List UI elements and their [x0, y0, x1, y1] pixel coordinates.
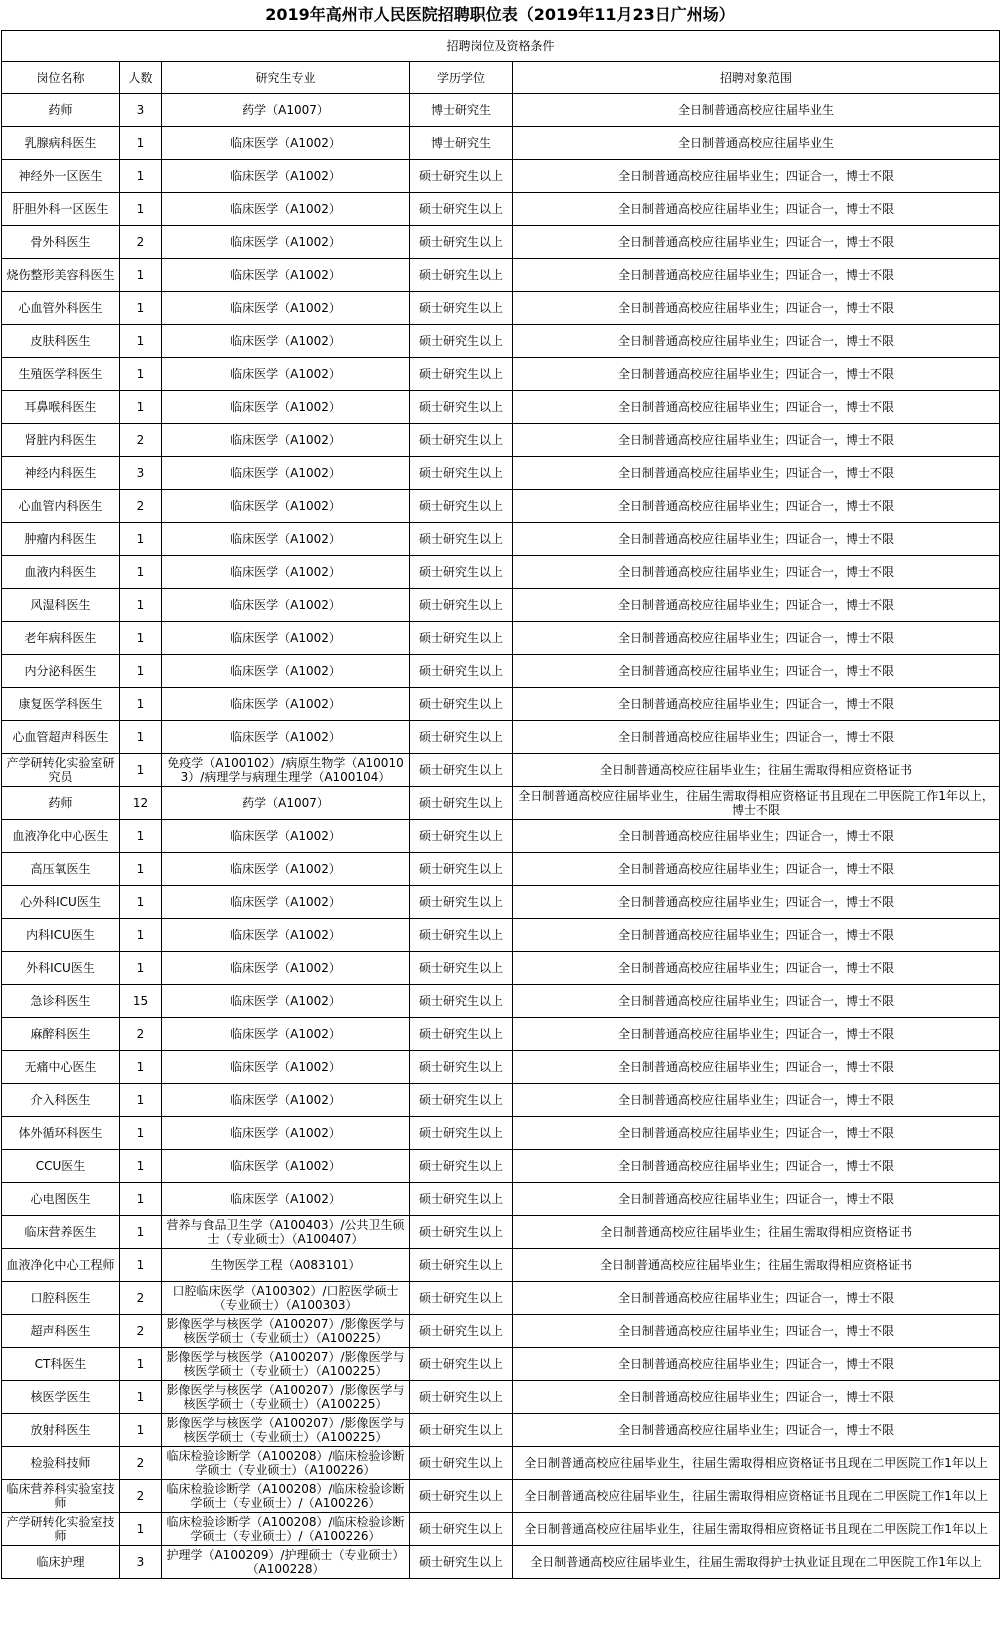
header-scope: 招聘对象范围 — [513, 62, 1000, 94]
scope-cell: 全日制普通高校应往届毕业生；往届生需取得相应资格证书 — [513, 754, 1000, 787]
table-row — [2, 1018, 1000, 1051]
major-cell: 口腔临床医学（A100302）/口腔医学硕士（专业硕士）（A100303） — [162, 1282, 410, 1315]
degree-cell: 硕士研究生以上 — [410, 952, 513, 985]
position-cell: 高压氧医生 — [2, 853, 120, 886]
count-cell: 1 — [120, 160, 162, 193]
degree-cell: 硕士研究生以上 — [410, 1249, 513, 1282]
count-cell: 1 — [120, 523, 162, 556]
table-row — [2, 325, 1000, 358]
position-cell: 心血管外科医生 — [2, 292, 120, 325]
count-cell: 1 — [120, 688, 162, 721]
degree-cell: 硕士研究生以上 — [410, 325, 513, 358]
major-cell: 临床医学（A1002） — [162, 820, 410, 853]
position-cell: 心血管内科医生 — [2, 490, 120, 523]
table-row — [2, 589, 1000, 622]
scope-cell: 全日制普通高校应往届毕业生；往届生需取得相应资格证书 — [513, 1216, 1000, 1249]
table-row — [2, 952, 1000, 985]
count-cell: 2 — [120, 1480, 162, 1513]
position-cell: 产学研转化实验室技师 — [2, 1513, 120, 1546]
table-row — [2, 886, 1000, 919]
position-cell: 皮肤科医生 — [2, 325, 120, 358]
position-cell: 神经内科医生 — [2, 457, 120, 490]
table-row — [2, 259, 1000, 292]
position-cell: 老年病科医生 — [2, 622, 120, 655]
degree-cell: 硕士研究生以上 — [410, 226, 513, 259]
position-cell: CCU医生 — [2, 1150, 120, 1183]
major-cell: 影像医学与核医学（A100207）/影像医学与核医学硕士（专业硕士）（A100225） — [162, 1414, 410, 1447]
header-degree: 学历学位 — [410, 62, 513, 94]
scope-cell: 全日制普通高校应往届毕业生，往届生需取得相应资格证书且现在二甲医院工作1年以上 — [513, 1480, 1000, 1513]
count-cell: 1 — [120, 1249, 162, 1282]
degree-cell: 硕士研究生以上 — [410, 787, 513, 820]
table-row — [2, 193, 1000, 226]
table-row — [2, 1249, 1000, 1282]
scope-cell: 全日制普通高校应往届毕业生，往届生需取得护士执业证且现在二甲医院工作1年以上 — [513, 1546, 1000, 1579]
count-cell: 2 — [120, 490, 162, 523]
position-cell: 介入科医生 — [2, 1084, 120, 1117]
table-row — [2, 1216, 1000, 1249]
scope-cell: 全日制普通高校应往届毕业生，往届生需取得相应资格证书且现在二甲医院工作1年以上 — [513, 1513, 1000, 1546]
section-label: 招聘岗位及资格条件 — [2, 31, 1000, 62]
table-row — [2, 556, 1000, 589]
degree-cell: 硕士研究生以上 — [410, 292, 513, 325]
position-cell: 血液净化中心工程师 — [2, 1249, 120, 1282]
major-cell: 临床医学（A1002） — [162, 1051, 410, 1084]
position-cell: 烧伤整形美容科医生 — [2, 259, 120, 292]
position-cell: 生殖医学科医生 — [2, 358, 120, 391]
scope-cell: 全日制普通高校应往届毕业生；四证合一，博士不限 — [513, 1381, 1000, 1414]
degree-cell: 博士研究生 — [410, 94, 513, 127]
table-body — [2, 94, 1000, 1579]
degree-cell: 硕士研究生以上 — [410, 1183, 513, 1216]
scope-cell: 全日制普通高校应往届毕业生 — [513, 94, 1000, 127]
table-row — [2, 853, 1000, 886]
position-cell: 心血管超声科医生 — [2, 721, 120, 754]
count-cell: 1 — [120, 1381, 162, 1414]
major-cell: 临床医学（A1002） — [162, 292, 410, 325]
degree-cell: 硕士研究生以上 — [410, 391, 513, 424]
count-cell: 2 — [120, 1315, 162, 1348]
position-cell: 内分泌科医生 — [2, 655, 120, 688]
scope-cell: 全日制普通高校应往届毕业生；四证合一，博士不限 — [513, 886, 1000, 919]
major-cell: 临床医学（A1002） — [162, 952, 410, 985]
scope-cell: 全日制普通高校应往届毕业生；四证合一，博士不限 — [513, 1183, 1000, 1216]
major-cell: 临床医学（A1002） — [162, 358, 410, 391]
degree-cell: 硕士研究生以上 — [410, 1117, 513, 1150]
major-cell: 生物医学工程（A083101） — [162, 1249, 410, 1282]
degree-cell: 硕士研究生以上 — [410, 1513, 513, 1546]
position-cell: 肿瘤内科医生 — [2, 523, 120, 556]
count-cell: 1 — [120, 1117, 162, 1150]
count-cell: 3 — [120, 94, 162, 127]
degree-cell: 硕士研究生以上 — [410, 1018, 513, 1051]
major-cell: 临床医学（A1002） — [162, 985, 410, 1018]
major-cell: 临床医学（A1002） — [162, 1150, 410, 1183]
scope-cell: 全日制普通高校应往届毕业生；四证合一，博士不限 — [513, 1315, 1000, 1348]
degree-cell: 硕士研究生以上 — [410, 589, 513, 622]
count-cell: 2 — [120, 1447, 162, 1480]
degree-cell: 硕士研究生以上 — [410, 886, 513, 919]
degree-cell: 硕士研究生以上 — [410, 523, 513, 556]
count-cell: 1 — [120, 820, 162, 853]
position-cell: 急诊科医生 — [2, 985, 120, 1018]
count-cell: 1 — [120, 325, 162, 358]
degree-cell: 硕士研究生以上 — [410, 1480, 513, 1513]
count-cell: 1 — [120, 1183, 162, 1216]
major-cell: 临床医学（A1002） — [162, 160, 410, 193]
position-cell: 产学研转化实验室研究员 — [2, 754, 120, 787]
scope-cell: 全日制普通高校应往届毕业生；四证合一，博士不限 — [513, 622, 1000, 655]
scope-cell: 全日制普通高校应往届毕业生，往届生需取得相应资格证书且现在二甲医院工作1年以上，博士不限 — [513, 787, 1000, 820]
degree-cell: 硕士研究生以上 — [410, 193, 513, 226]
major-cell: 临床医学（A1002） — [162, 1183, 410, 1216]
scope-cell: 全日制普通高校应往届毕业生；四证合一，博士不限 — [513, 1084, 1000, 1117]
degree-cell: 硕士研究生以上 — [410, 1051, 513, 1084]
count-cell: 1 — [120, 127, 162, 160]
degree-cell: 硕士研究生以上 — [410, 721, 513, 754]
count-cell: 2 — [120, 1282, 162, 1315]
major-cell: 临床检验诊断学（A100208）/临床检验诊断学硕士（专业硕士）（A100226） — [162, 1447, 410, 1480]
position-cell: 检验科技师 — [2, 1447, 120, 1480]
scope-cell: 全日制普通高校应往届毕业生；四证合一，博士不限 — [513, 1348, 1000, 1381]
count-cell: 1 — [120, 1513, 162, 1546]
table-row — [2, 358, 1000, 391]
major-cell: 影像医学与核医学（A100207）/影像医学与核医学硕士（专业硕士）（A100225） — [162, 1348, 410, 1381]
degree-cell: 硕士研究生以上 — [410, 622, 513, 655]
degree-cell: 硕士研究生以上 — [410, 1315, 513, 1348]
major-cell: 影像医学与核医学（A100207）/影像医学与核医学硕士（专业硕士）（A100225） — [162, 1381, 410, 1414]
table-row — [2, 1084, 1000, 1117]
major-cell: 免疫学（A100102）/病原生物学（A100103）/病理学与病理生理学（A100104） — [162, 754, 410, 787]
position-cell: 麻醉科医生 — [2, 1018, 120, 1051]
table-row — [2, 754, 1000, 787]
table-row — [2, 1051, 1000, 1084]
scope-cell: 全日制普通高校应往届毕业生；四证合一，博士不限 — [513, 655, 1000, 688]
table-row — [2, 1315, 1000, 1348]
degree-cell: 硕士研究生以上 — [410, 424, 513, 457]
scope-cell: 全日制普通高校应往届毕业生；四证合一，博士不限 — [513, 457, 1000, 490]
count-cell: 1 — [120, 1150, 162, 1183]
table-row — [2, 688, 1000, 721]
count-cell: 1 — [120, 1414, 162, 1447]
table-row — [2, 424, 1000, 457]
position-cell: 体外循环科医生 — [2, 1117, 120, 1150]
position-cell: 骨外科医生 — [2, 226, 120, 259]
degree-cell: 硕士研究生以上 — [410, 919, 513, 952]
count-cell: 1 — [120, 1216, 162, 1249]
position-cell: 临床营养科实验室技师 — [2, 1480, 120, 1513]
scope-cell: 全日制普通高校应往届毕业生；四证合一，博士不限 — [513, 556, 1000, 589]
major-cell: 临床医学（A1002） — [162, 1084, 410, 1117]
table-row — [2, 457, 1000, 490]
degree-cell: 硕士研究生以上 — [410, 1447, 513, 1480]
scope-cell: 全日制普通高校应往届毕业生；四证合一，博士不限 — [513, 952, 1000, 985]
count-cell: 1 — [120, 259, 162, 292]
major-cell: 临床医学（A1002） — [162, 325, 410, 358]
count-cell: 1 — [120, 391, 162, 424]
position-cell: 风湿科医生 — [2, 589, 120, 622]
major-cell: 临床检验诊断学（A100208）/临床检验诊断学硕士（专业硕士）/（A100226） — [162, 1513, 410, 1546]
scope-cell: 全日制普通高校应往届毕业生，往届生需取得相应资格证书且现在二甲医院工作1年以上 — [513, 1447, 1000, 1480]
count-cell: 3 — [120, 457, 162, 490]
position-cell: 心电图医生 — [2, 1183, 120, 1216]
degree-cell: 硕士研究生以上 — [410, 655, 513, 688]
degree-cell: 硕士研究生以上 — [410, 1084, 513, 1117]
count-cell: 1 — [120, 952, 162, 985]
major-cell: 临床医学（A1002） — [162, 556, 410, 589]
count-cell: 15 — [120, 985, 162, 1018]
table-row — [2, 622, 1000, 655]
table-row — [2, 1546, 1000, 1579]
position-cell: 内科ICU医生 — [2, 919, 120, 952]
position-cell: 临床营养医生 — [2, 1216, 120, 1249]
position-cell: 肾脏内科医生 — [2, 424, 120, 457]
table-row — [2, 523, 1000, 556]
page-title: 2019年高州市人民医院招聘职位表（2019年11月23日广州场） — [265, 5, 735, 24]
major-cell: 临床医学（A1002） — [162, 127, 410, 160]
table-row — [2, 1513, 1000, 1546]
major-cell: 药学（A1007） — [162, 787, 410, 820]
scope-cell: 全日制普通高校应往届毕业生；四证合一，博士不限 — [513, 688, 1000, 721]
table-row — [2, 655, 1000, 688]
count-cell: 1 — [120, 1084, 162, 1117]
table-row — [2, 160, 1000, 193]
scope-cell: 全日制普通高校应往届毕业生；四证合一，博士不限 — [513, 226, 1000, 259]
count-cell: 1 — [120, 853, 162, 886]
scope-cell: 全日制普通高校应往届毕业生；四证合一，博士不限 — [513, 358, 1000, 391]
count-cell: 1 — [120, 1348, 162, 1381]
table-row — [2, 721, 1000, 754]
table-row — [2, 1381, 1000, 1414]
major-cell: 临床医学（A1002） — [162, 622, 410, 655]
header-major: 研究生专业 — [162, 62, 410, 94]
count-cell: 1 — [120, 886, 162, 919]
position-cell: 放射科医生 — [2, 1414, 120, 1447]
scope-cell: 全日制普通高校应往届毕业生 — [513, 127, 1000, 160]
scope-cell: 全日制普通高校应往届毕业生；四证合一，博士不限 — [513, 1018, 1000, 1051]
table-row — [2, 820, 1000, 853]
degree-cell: 硕士研究生以上 — [410, 688, 513, 721]
major-cell: 临床检验诊断学（A100208）/临床检验诊断学硕士（专业硕士）/（A100226） — [162, 1480, 410, 1513]
table-row — [2, 919, 1000, 952]
scope-cell: 全日制普通高校应往届毕业生；往届生需取得相应资格证书 — [513, 1249, 1000, 1282]
position-cell: 神经外一区医生 — [2, 160, 120, 193]
degree-cell: 硕士研究生以上 — [410, 1546, 513, 1579]
scope-cell: 全日制普通高校应往届毕业生；四证合一，博士不限 — [513, 193, 1000, 226]
degree-cell: 硕士研究生以上 — [410, 1348, 513, 1381]
scope-cell: 全日制普通高校应往届毕业生；四证合一，博士不限 — [513, 853, 1000, 886]
major-cell: 临床医学（A1002） — [162, 886, 410, 919]
degree-cell: 硕士研究生以上 — [410, 490, 513, 523]
table-row — [2, 985, 1000, 1018]
position-cell: 耳鼻喉科医生 — [2, 391, 120, 424]
count-cell: 1 — [120, 358, 162, 391]
table-row — [2, 1348, 1000, 1381]
count-cell: 2 — [120, 1018, 162, 1051]
major-cell: 临床医学（A1002） — [162, 259, 410, 292]
major-cell: 临床医学（A1002） — [162, 853, 410, 886]
table-row — [2, 1117, 1000, 1150]
count-cell: 1 — [120, 556, 162, 589]
scope-cell: 全日制普通高校应往届毕业生；四证合一，博士不限 — [513, 721, 1000, 754]
position-cell: 血液内科医生 — [2, 556, 120, 589]
scope-cell: 全日制普通高校应往届毕业生；四证合一，博士不限 — [513, 424, 1000, 457]
degree-cell: 硕士研究生以上 — [410, 985, 513, 1018]
major-cell: 临床医学（A1002） — [162, 655, 410, 688]
position-cell: 药师 — [2, 787, 120, 820]
count-cell: 1 — [120, 721, 162, 754]
degree-cell: 硕士研究生以上 — [410, 1414, 513, 1447]
major-cell: 临床医学（A1002） — [162, 457, 410, 490]
table-row — [2, 1282, 1000, 1315]
scope-cell: 全日制普通高校应往届毕业生；四证合一，博士不限 — [513, 259, 1000, 292]
degree-cell: 博士研究生 — [410, 127, 513, 160]
header-count: 人数 — [120, 62, 162, 94]
count-cell: 1 — [120, 589, 162, 622]
scope-cell: 全日制普通高校应往届毕业生；四证合一，博士不限 — [513, 490, 1000, 523]
scope-cell: 全日制普通高校应往届毕业生；四证合一，博士不限 — [513, 1150, 1000, 1183]
count-cell: 1 — [120, 754, 162, 787]
table-row — [2, 94, 1000, 127]
recruitment-table — [1, 30, 1000, 1579]
count-cell: 12 — [120, 787, 162, 820]
major-cell: 临床医学（A1002） — [162, 688, 410, 721]
degree-cell: 硕士研究生以上 — [410, 820, 513, 853]
count-cell: 1 — [120, 919, 162, 952]
count-cell: 2 — [120, 226, 162, 259]
table-row — [2, 1447, 1000, 1480]
major-cell: 临床医学（A1002） — [162, 193, 410, 226]
scope-cell: 全日制普通高校应往届毕业生；四证合一，博士不限 — [513, 1117, 1000, 1150]
scope-cell: 全日制普通高校应往届毕业生；四证合一，博士不限 — [513, 325, 1000, 358]
table-row — [2, 1150, 1000, 1183]
degree-cell: 硕士研究生以上 — [410, 160, 513, 193]
degree-cell: 硕士研究生以上 — [410, 358, 513, 391]
table-row — [2, 1414, 1000, 1447]
major-cell: 临床医学（A1002） — [162, 1117, 410, 1150]
scope-cell: 全日制普通高校应往届毕业生；四证合一，博士不限 — [513, 1414, 1000, 1447]
position-cell: 血液净化中心医生 — [2, 820, 120, 853]
major-cell: 影像医学与核医学（A100207）/影像医学与核医学硕士（专业硕士）（A100225） — [162, 1315, 410, 1348]
count-cell: 1 — [120, 655, 162, 688]
position-cell: 心外科ICU医生 — [2, 886, 120, 919]
degree-cell: 硕士研究生以上 — [410, 1282, 513, 1315]
position-cell: 乳腺病科医生 — [2, 127, 120, 160]
count-cell: 2 — [120, 424, 162, 457]
table-row — [2, 226, 1000, 259]
position-cell: 康复医学科医生 — [2, 688, 120, 721]
major-cell: 临床医学（A1002） — [162, 589, 410, 622]
position-cell: 口腔科医生 — [2, 1282, 120, 1315]
table-row — [2, 391, 1000, 424]
position-cell: 肝胆外科一区医生 — [2, 193, 120, 226]
degree-cell: 硕士研究生以上 — [410, 853, 513, 886]
scope-cell: 全日制普通高校应往届毕业生；四证合一，博士不限 — [513, 919, 1000, 952]
major-cell: 药学（A1007） — [162, 94, 410, 127]
count-cell: 1 — [120, 193, 162, 226]
scope-cell: 全日制普通高校应往届毕业生；四证合一，博士不限 — [513, 160, 1000, 193]
degree-cell: 硕士研究生以上 — [410, 1150, 513, 1183]
table-row — [2, 127, 1000, 160]
scope-cell: 全日制普通高校应往届毕业生；四证合一，博士不限 — [513, 820, 1000, 853]
count-cell: 1 — [120, 292, 162, 325]
major-cell: 临床医学（A1002） — [162, 721, 410, 754]
scope-cell: 全日制普通高校应往届毕业生；四证合一，博士不限 — [513, 391, 1000, 424]
major-cell: 护理学（A100209）/护理硕士（专业硕士）（A100228） — [162, 1546, 410, 1579]
degree-cell: 硕士研究生以上 — [410, 457, 513, 490]
position-cell: 外科ICU医生 — [2, 952, 120, 985]
major-cell: 临床医学（A1002） — [162, 391, 410, 424]
scope-cell: 全日制普通高校应往届毕业生；四证合一，博士不限 — [513, 589, 1000, 622]
table-row — [2, 490, 1000, 523]
major-cell: 临床医学（A1002） — [162, 1018, 410, 1051]
scope-cell: 全日制普通高校应往届毕业生；四证合一，博士不限 — [513, 523, 1000, 556]
degree-cell: 硕士研究生以上 — [410, 556, 513, 589]
position-cell: 药师 — [2, 94, 120, 127]
position-cell: 超声科医生 — [2, 1315, 120, 1348]
table-row — [2, 1480, 1000, 1513]
degree-cell: 硕士研究生以上 — [410, 1381, 513, 1414]
count-cell: 1 — [120, 1051, 162, 1084]
position-cell: 核医学医生 — [2, 1381, 120, 1414]
degree-cell: 硕士研究生以上 — [410, 754, 513, 787]
major-cell: 临床医学（A1002） — [162, 490, 410, 523]
scope-cell: 全日制普通高校应往届毕业生；四证合一，博士不限 — [513, 1282, 1000, 1315]
table-row — [2, 292, 1000, 325]
header-position: 岗位名称 — [2, 62, 120, 94]
position-cell: 临床护理 — [2, 1546, 120, 1579]
table-row — [2, 787, 1000, 820]
major-cell: 临床医学（A1002） — [162, 523, 410, 556]
position-cell: CT科医生 — [2, 1348, 120, 1381]
major-cell: 营养与食品卫生学（A100403）/公共卫生硕士（专业硕士）（A100407） — [162, 1216, 410, 1249]
scope-cell: 全日制普通高校应往届毕业生；四证合一，博士不限 — [513, 1051, 1000, 1084]
scope-cell: 全日制普通高校应往届毕业生；四证合一，博士不限 — [513, 985, 1000, 1018]
major-cell: 临床医学（A1002） — [162, 424, 410, 457]
degree-cell: 硕士研究生以上 — [410, 259, 513, 292]
major-cell: 临床医学（A1002） — [162, 226, 410, 259]
count-cell: 1 — [120, 622, 162, 655]
position-cell: 无痛中心医生 — [2, 1051, 120, 1084]
count-cell: 3 — [120, 1546, 162, 1579]
major-cell: 临床医学（A1002） — [162, 919, 410, 952]
scope-cell: 全日制普通高校应往届毕业生；四证合一，博士不限 — [513, 292, 1000, 325]
table-row — [2, 1183, 1000, 1216]
degree-cell: 硕士研究生以上 — [410, 1216, 513, 1249]
